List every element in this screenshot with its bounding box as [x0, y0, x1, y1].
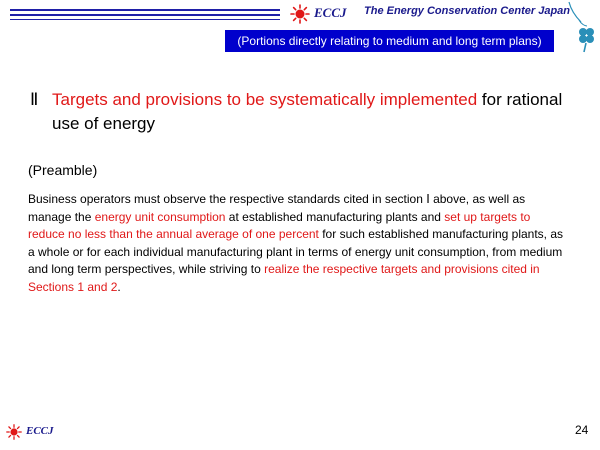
body-highlight: realize the respective targets and provisions cited in Sections 1 and 2	[28, 262, 540, 294]
header-logo-text: ECCJ	[314, 5, 347, 20]
title-text-1: for rational	[477, 90, 563, 109]
clover-logo-icon	[565, 0, 597, 55]
body-segment: Business operators must observe the respective standards cited in section Ⅰ above, as well as manage the	[28, 192, 526, 224]
body-segment: for such established manufacturing plants, as a whole or for each individual manufacturing plant in terms of energy unit consumption, from medium and long term perspectives, while striving to	[28, 227, 564, 276]
header-rule-bottom	[10, 19, 280, 20]
title-highlight: Targets and provisions to be systematically implemented	[52, 90, 478, 109]
organization-name: The Energy Conservation Center Japan	[364, 5, 570, 17]
title-text-2: use of energy	[52, 114, 156, 133]
body-segment: at established manufacturing plants and	[225, 209, 445, 224]
section-number: Ⅱ	[30, 90, 39, 109]
eccj-sun-logo-icon	[290, 4, 310, 24]
preamble-body	[28, 191, 570, 296]
header-rule-middle	[10, 14, 280, 16]
body-highlight: energy unit consumption	[94, 209, 226, 224]
body-segment: .	[117, 279, 121, 294]
footer-logo-text: ECCJ	[26, 425, 54, 437]
eccj-footer-logo-icon	[6, 424, 22, 440]
header-rule-top	[10, 9, 280, 11]
slide-title	[30, 88, 570, 136]
section-banner: (Portions directly relating to medium and long term plans)	[225, 30, 554, 52]
preamble-heading: (Preamble)	[28, 162, 98, 178]
body-highlight: set up targets to reduce no less than the annual average of one percent	[28, 209, 531, 241]
page-number: 24	[575, 423, 589, 437]
